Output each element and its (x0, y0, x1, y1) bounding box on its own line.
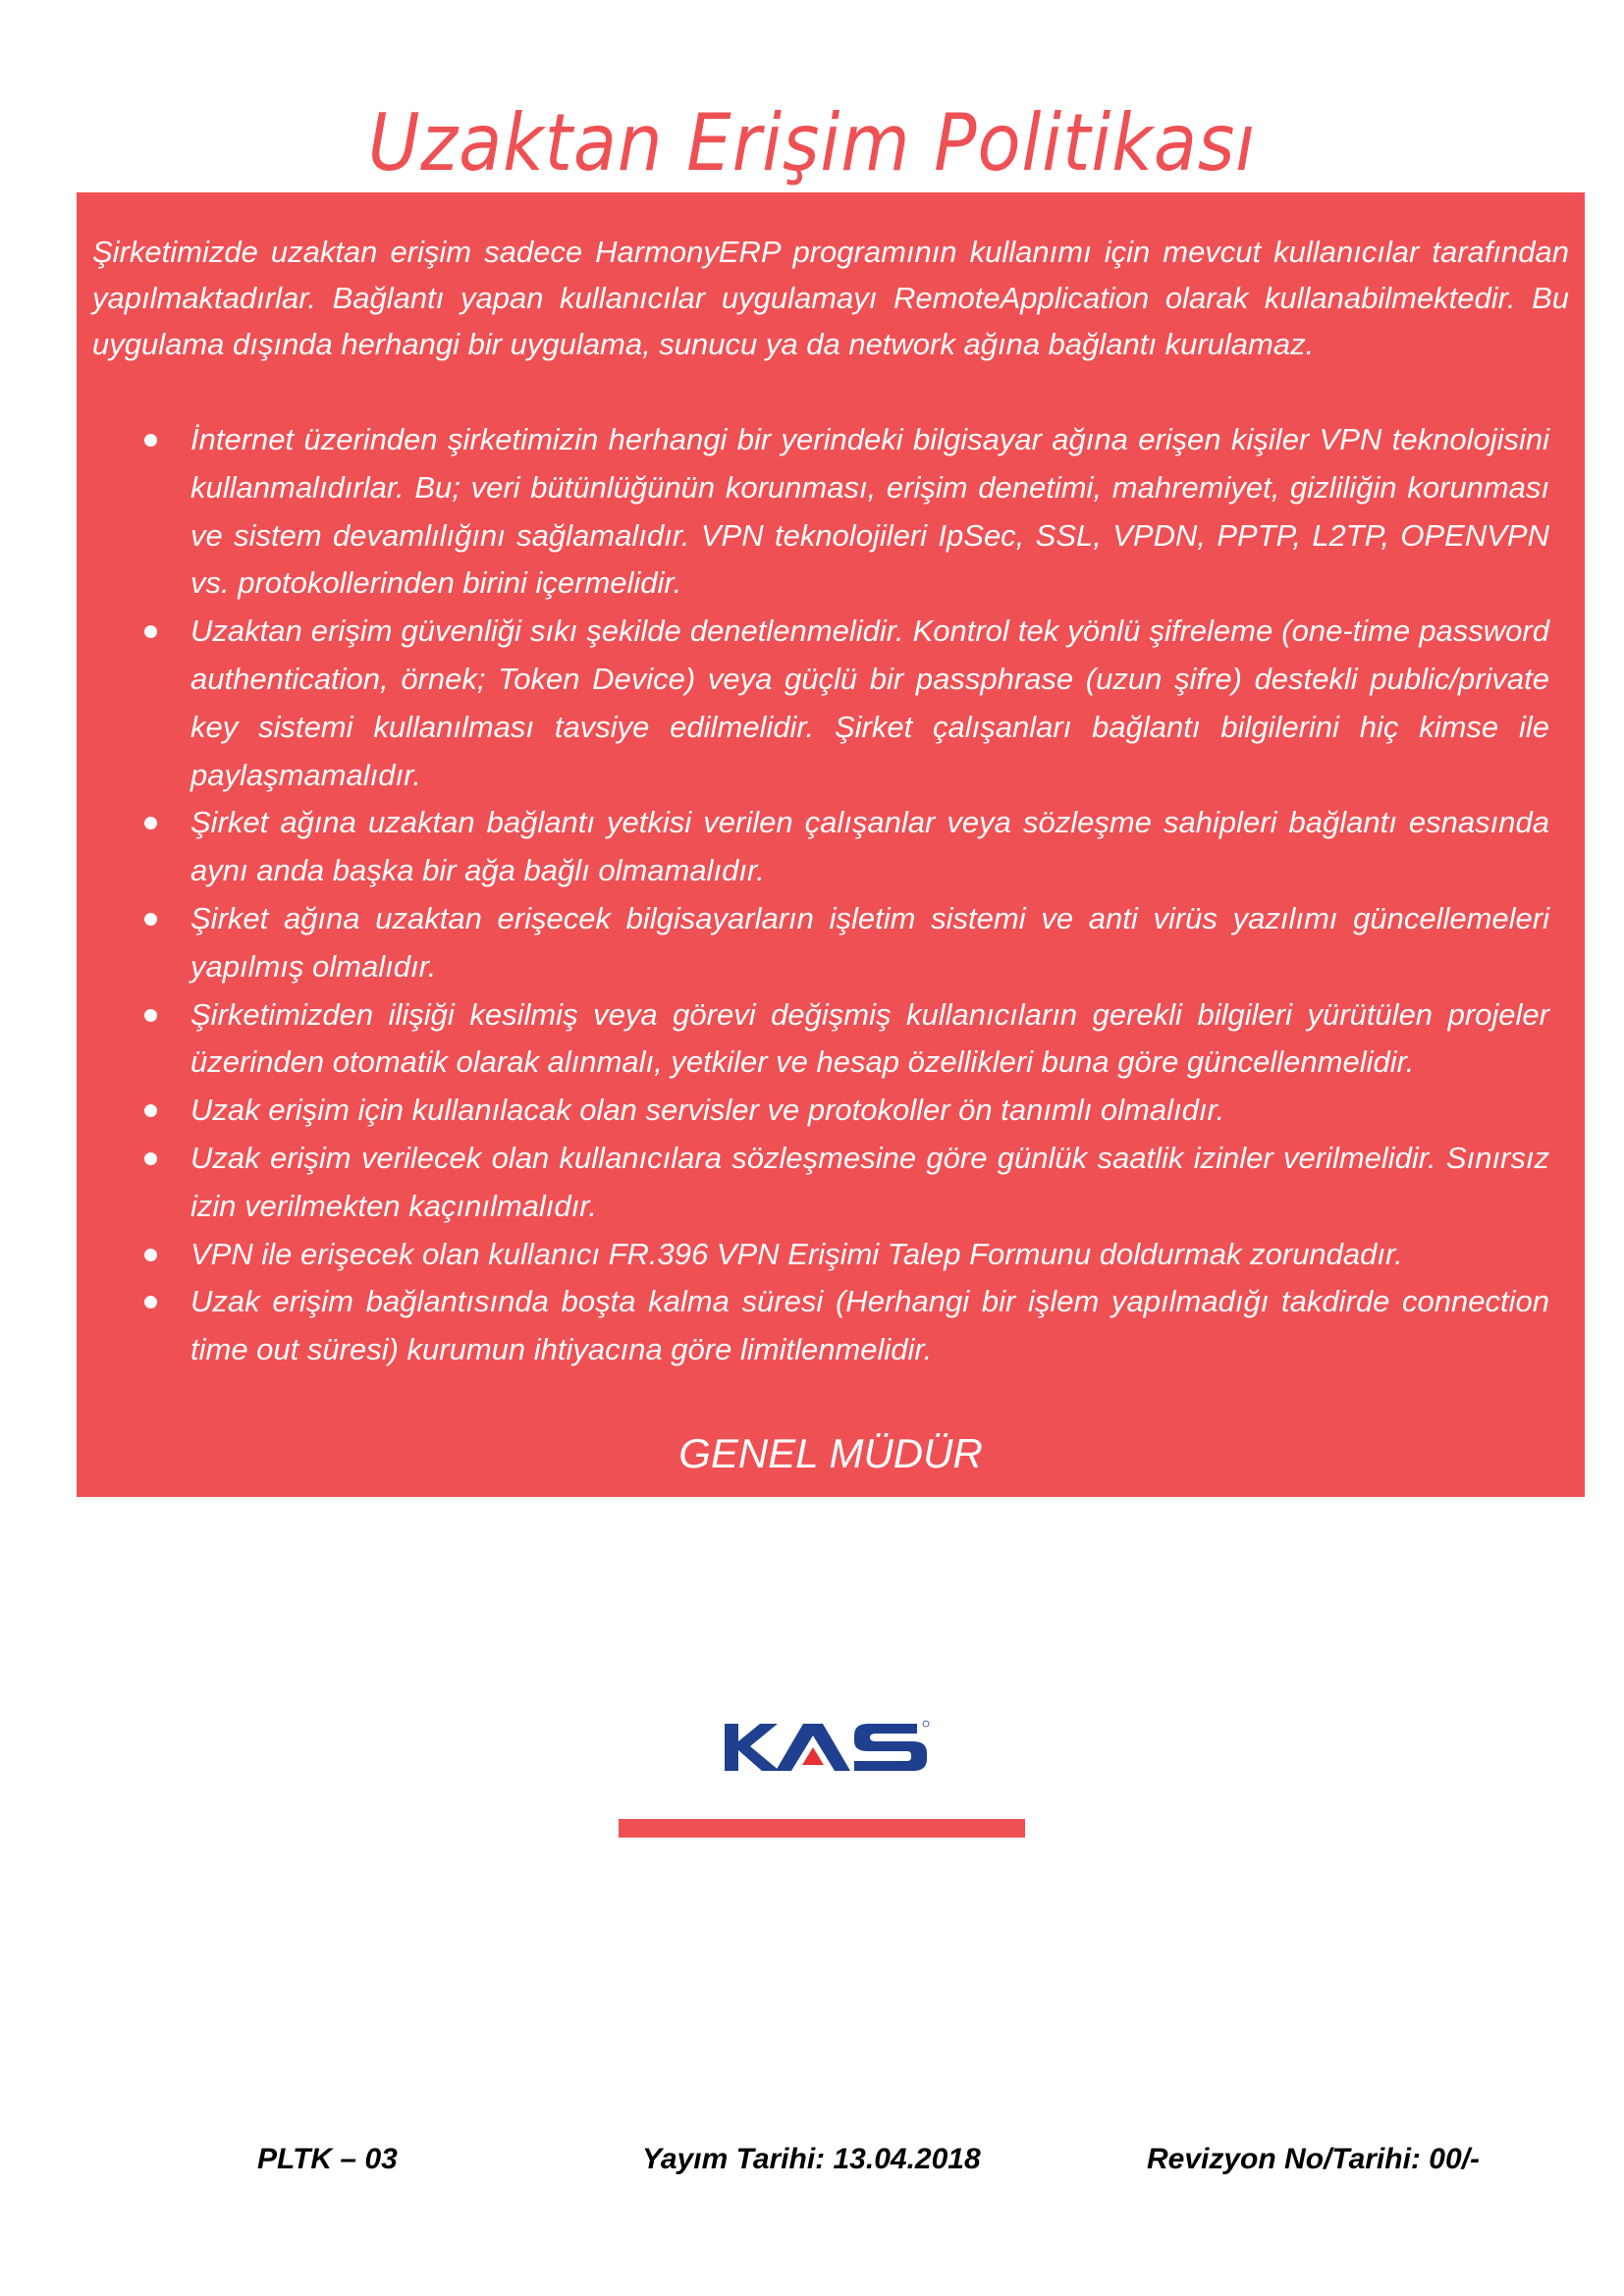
footer-publish-date: Yayım Tarihi: 13.04.2018 (642, 2143, 981, 2175)
intro-paragraph: Şirketimizde uzaktan erişim sadece HarmonyERP programının kullanımı için mevcut kullanıcılar tarafından yapılmaktadırlar. Bağlantı yapan kullanıcılar uygulamayı RemoteApplication olarak kullanabilmektedir. Bu uygulama dışında herhangi bir uygulama, sunucu ya da network ağına bağlantı kurulamaz. (92, 235, 1569, 361)
policy-rule (77, 608, 1549, 799)
bullet-icon (144, 1249, 157, 1261)
policy-rule (77, 416, 1549, 608)
policy-rule (77, 1278, 1549, 1374)
registered-mark-icon (923, 1721, 929, 1727)
bullet-icon (144, 625, 157, 638)
bullet-icon (144, 1296, 157, 1308)
footer-doc-code: PLTK – 03 (257, 2143, 398, 2175)
rule-text: VPN ile erişecek olan kullanıcı FR.396 VPN Erişimi Talep Formunu doldurmak zorundadır. (190, 1236, 1403, 1271)
policy-rule (77, 991, 1549, 1088)
kas-logo-icon (725, 1720, 931, 1775)
bullet-icon (144, 913, 157, 926)
policy-rule (77, 1087, 1549, 1135)
footer-revision: Revizyon No/Tarihi: 00/- (1147, 2143, 1480, 2175)
rule-text: Şirket ağına uzaktan erişecek bilgisayarların işletim sistemi ve anti virüs yazılımı güncellemeleri yapılmış olmalıdır. (190, 900, 1549, 984)
policy-content-box (77, 192, 1585, 1497)
bullet-icon (144, 434, 157, 447)
policy-rule (77, 799, 1549, 895)
policy-rule (77, 1231, 1549, 1279)
bullet-icon (144, 1009, 157, 1022)
policy-rule (77, 1135, 1549, 1231)
rule-text: Uzak erişim bağlantısında boşta kalma süresi (Herhangi bir işlem yapılmadığı takdirde connection time out süresi) kurumun ihtiyacına göre limitlenmelidir. (190, 1284, 1549, 1367)
logo-triangle-accent (802, 1747, 824, 1765)
rule-text: Uzak erişim verilecek olan kullanıcılara sözleşmesine göre günlük saatlik izinler verilmelidir. Sınırsız izin verilmekten kaçınılmalıdır. (190, 1140, 1549, 1223)
logo-letter-s (854, 1724, 927, 1771)
rule-text: Şirketimizden ilişiği kesilmiş veya görevi değişmiş kullanıcıların gerekli bilgileri yürütülen projeler üzerinden otomatik olarak alınmalı, yetkiler ve hesap özellikleri buna göre güncellenmelidir. (190, 996, 1549, 1080)
bullet-icon (144, 1104, 157, 1117)
kas-logo-graphic (725, 1720, 931, 1775)
rule-text: Şirket ağına uzaktan bağlantı yetkisi verilen çalışanlar veya sözleşme sahipleri bağlantı esnasında aynı anda başka bir ağa bağlı olmamalıdır. (190, 805, 1549, 888)
logo-letter-k (725, 1724, 780, 1771)
rule-text: İnternet üzerinden şirketimizin herhangi bir yerindeki bilgisayar ağına erişen kişiler VPN teknolojisini kullanmalıdırlar. Bu; veri bütünlüğünün korunması, erişim denetimi, mahremiyet, gizliliğin korunması ve sistem devamlılığını sağlamalıdır. VPN teknolojileri IpSec, SSL, VPDN, PPTP, L2TP, OPENVPN vs. protokollerinden birini içermelidir. (190, 422, 1549, 601)
bullet-icon (144, 1152, 157, 1165)
decorative-red-bar (619, 1819, 1025, 1838)
signature-general-manager: GENEL MÜDÜR (678, 1430, 983, 1476)
policy-rules-list (77, 416, 1585, 1374)
policy-rule (77, 895, 1549, 991)
rule-text: Uzaktan erişim güvenliği sıkı şekilde denetlenmelidir. Kontrol tek yönlü şifreleme (one-time password authentication, örnek; Token Device) veya güçlü bir passphrase (uzun şifre) destekli public/private key sistemi kullanılması tavsiye edilmelidir. Şirket çalışanları bağlantı bilgilerini hiç kimse ile paylaşmamalıdır. (190, 614, 1549, 792)
rule-text: Uzak erişim için kullanılacak olan servisler ve protokoller ön tanımlı olmalıdır. (190, 1093, 1225, 1128)
bullet-icon (144, 817, 157, 829)
page-title: Uzaktan Erişim Politikası (367, 96, 1257, 188)
